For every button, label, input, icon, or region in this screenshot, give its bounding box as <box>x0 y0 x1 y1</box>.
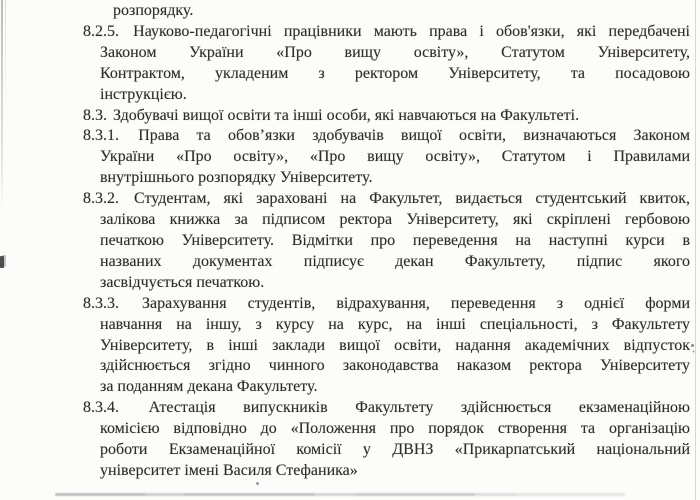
text-line: 8.2.5. Науково-педагогічні працівники мають права і обов'язки, які передбачені <box>83 22 690 40</box>
text-line: здійснюється згідно чинного законодавства наказом ректора Університету <box>100 357 690 375</box>
text-line: навчання на іншу, з курсу на курс, на інші спеціальності, з Факультету <box>100 315 690 333</box>
text-line: залікова книжка за підписом ректора Університету, які скріплені гербовою <box>100 211 690 229</box>
scan-mark-right <box>691 344 694 347</box>
text-line: названих документах підписує декан Факультету, підпис якого <box>100 252 690 270</box>
clause-number: 8.3. <box>83 106 107 124</box>
text-line: Університету, в інші заклади вищої освіти, надання академічних відпусток <box>100 336 690 354</box>
clause-8-3-3 <box>0 294 690 399</box>
text-line: 8.3.3. Зарахування студентів, відрахування, переведення з однієї форми <box>83 294 690 312</box>
clause-continuation <box>0 1 690 22</box>
document-text-block <box>0 1 690 482</box>
text-line: Законом України «Про вищу освіту», Статутом Університету, <box>100 43 690 61</box>
scan-edge-line-right <box>695 0 696 500</box>
clause-8-3-4 <box>0 398 690 482</box>
text-line: Контрактом, укладеним з ректором Університету, та посадовою <box>100 64 690 82</box>
text-line: університет імені Василя Стефаника» <box>100 461 358 479</box>
text-line: внутрішнього розпорядку Університету. <box>100 169 373 187</box>
text-line: 8.3.1. Права та обов’язки здобувачів вищої освіти, визначаються Законом <box>83 127 690 145</box>
text-line: роботи Екзаменаційної комісії у ДВНЗ «Прикарпатський національний <box>100 441 690 459</box>
text-line: засвідчується печаткою. <box>100 273 265 291</box>
text-line: 8.3.4. Атестація випускників Факультету здійснюється екзаменаційною <box>83 399 690 417</box>
text-line: інструкцією. <box>100 85 187 103</box>
text-line: України «Про освіту», «Про вищу освіту», Статутом і Правилами <box>100 148 690 166</box>
clause-number: 8.3.3. <box>83 294 119 312</box>
text-line: печаткою Університету. Відмітки про переведення на наступні курси в <box>100 231 690 249</box>
clause-number: 8.3.2. <box>83 190 119 208</box>
clause-8-2-5 <box>0 22 690 106</box>
text-line: 8.3. Здобувачі вищої освіти та інші особи, які навчаються на Факультеті. <box>83 106 580 124</box>
clause-8-3 <box>0 106 690 127</box>
text-line: комісією відповідно до «Положення про порядок створення та організацію <box>100 420 690 438</box>
scan-smudge-bottom <box>55 493 625 496</box>
clause-number: 8.2.5. <box>83 22 119 40</box>
clause-number: 8.3.4. <box>83 399 119 417</box>
text-line: розпорядку. <box>113 2 194 19</box>
text-line: 8.3.2. Студентам, які зараховані на Факультет, видається студентський квиток, <box>83 190 690 208</box>
clause-number: 8.3.1. <box>83 127 119 145</box>
scan-dot-bottom <box>256 482 259 485</box>
clause-8-3-2 <box>0 189 690 294</box>
clause-8-3-1 <box>0 126 690 189</box>
text-line: за поданням декана Факультету. <box>100 378 318 396</box>
